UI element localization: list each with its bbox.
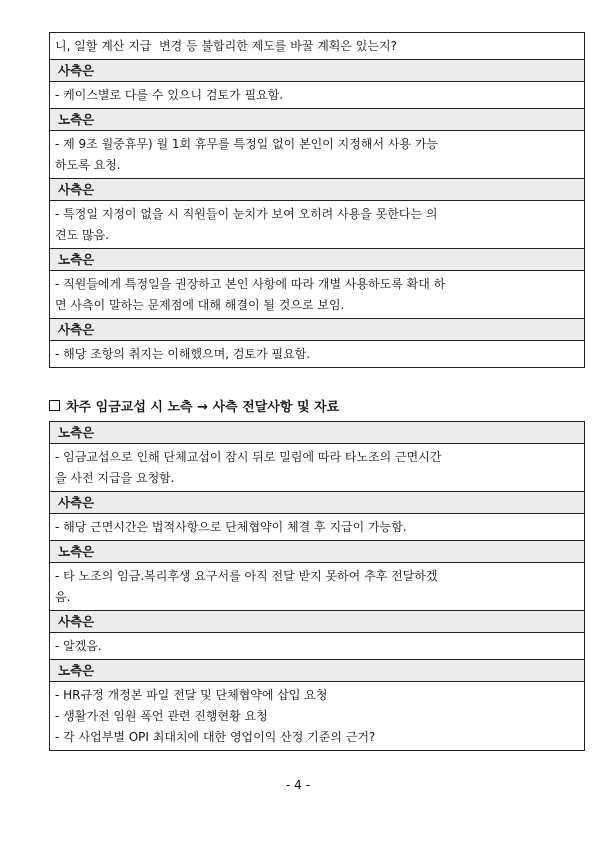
- speaker-header: 노측은: [50, 541, 584, 563]
- speaker-header: 노측은: [50, 422, 584, 444]
- section-title-text: 차주 임금교섭 시 노측 → 사측 전달사항 및 자료: [66, 400, 340, 415]
- statement-text: [50, 33, 584, 60]
- statement-line: - 타 노조의 임금.복리후생 요구서를 아직 전달 받지 못하여 추후 전달하겠: [55, 569, 438, 583]
- minutes-table-1: [49, 32, 585, 368]
- speaker-header: 사측은: [50, 60, 584, 82]
- statement-line: 하도록 요청.: [55, 158, 121, 172]
- statement-text: [50, 444, 584, 492]
- statement-line: - 해당 조항의 취지는 이해했으며, 검토가 필요함.: [55, 347, 311, 361]
- speaker-header: 노측은: [50, 660, 584, 682]
- statement-line: 음.: [55, 590, 71, 604]
- speaker-header: 사측은: [50, 179, 584, 201]
- statement-text: [50, 82, 584, 109]
- speaker-header: 사측은: [50, 319, 584, 341]
- statement-text: [50, 341, 584, 367]
- statement-line: 면 사측이 말하는 문제점에 대해 해결이 될 것으로 보임.: [55, 298, 345, 312]
- statement-text: [50, 563, 584, 611]
- speaker-header: 사측은: [50, 611, 584, 633]
- statement-text: [50, 201, 584, 249]
- statement-line: 견도 많음.: [55, 228, 109, 242]
- statement-line: - 직원들에게 특정일을 권장하고 본인 사항에 따라 개별 사용하도록 확대 하: [55, 277, 446, 291]
- statement-line: - 생활가전 임원 폭언 관련 진행현황 요청: [55, 709, 268, 723]
- statement-line: - 제 9조 월중휴무) 월 1회 휴무를 특정일 없이 본인이 지정해서 사용 가능: [55, 137, 439, 151]
- speaker-header: 사측은: [50, 492, 584, 514]
- statement-text: [50, 682, 584, 750]
- statement-line: 을 사전 지급을 요청함.: [55, 471, 175, 485]
- statement-line: - 임금교섭으로 인해 단체교섭이 잠시 뒤로 밀림에 따라 타노조의 근면시간: [55, 450, 442, 464]
- speaker-header: 노측은: [50, 249, 584, 271]
- statement-line: 니, 일할 계산 지급 변경 등 불합리한 제도를 바꿀 계획은 있는지?: [55, 39, 397, 53]
- statement-text: [50, 271, 584, 319]
- statement-line: - 각 사업부별 OPI 최대치에 대한 영업이익 산정 기준의 근거?: [55, 730, 376, 744]
- speaker-header: 노측은: [50, 109, 584, 131]
- page-number: - 4 -: [286, 778, 310, 792]
- minutes-table-2: [49, 421, 585, 751]
- section-title: [49, 396, 339, 415]
- statement-text: [50, 131, 584, 179]
- statement-line: - 특정일 지정이 없을 시 직원들이 눈치가 보여 오히려 사용을 못한다는 의: [55, 207, 438, 221]
- statement-text: [50, 633, 584, 660]
- statement-line: - 케이스별로 다를 수 있으니 검토가 필요함.: [55, 88, 284, 102]
- statement-line: - HR규정 개정본 파일 전달 및 단체협약에 삽입 요청: [55, 688, 328, 702]
- statement-line: - 해당 근면시간은 법적사항으로 단체협약이 체결 후 지급이 가능함.: [55, 520, 407, 534]
- checkbox-icon: [49, 400, 60, 411]
- statement-line: - 알겠음.: [55, 639, 102, 653]
- statement-text: [50, 514, 584, 541]
